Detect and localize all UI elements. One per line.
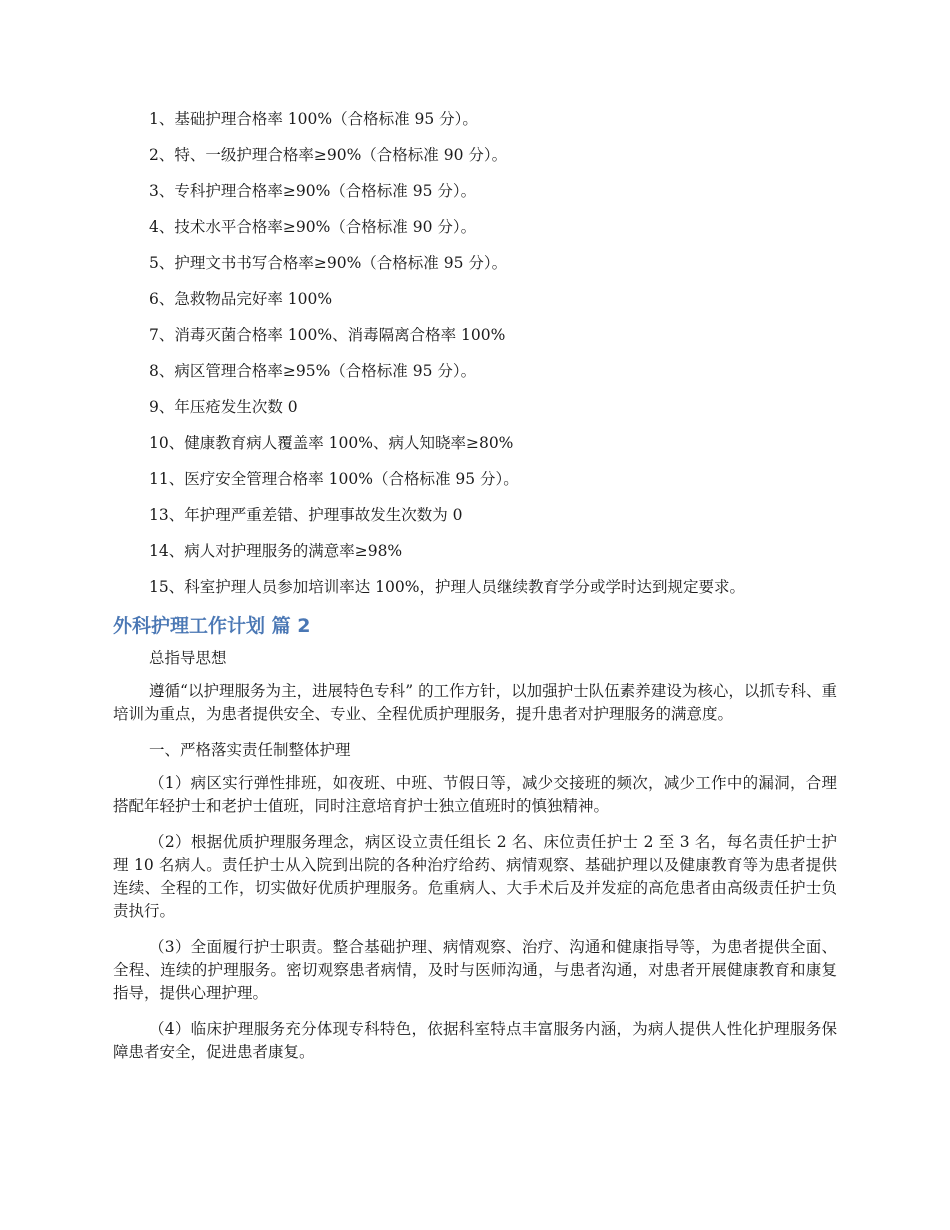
body-paragraph: （1）病区实行弹性排班，如夜班、中班、节假日等，减少交接班的频次，减少工作中的漏洞，合理搭配年轻护士和老护士值班，同时注意培育护士独立值班时的慎独精神。: [113, 774, 837, 815]
document-body: [113, 108, 837, 1077]
subsection-title: 一、严格落实责任制整体护理: [149, 741, 351, 759]
list-item: 5、护理文书书写合格率≥90%（合格标准 95 分）。: [149, 254, 508, 272]
guiding-ideology-title: 总指导思想: [149, 649, 227, 667]
list-item: 6、急救物品完好率 100%: [149, 290, 333, 308]
list-item: 1、基础护理合格率 100%（合格标准 95 分）。: [149, 110, 478, 128]
list-item: 7、消毒灭菌合格率 100%、消毒隔离合格率 100%: [149, 326, 506, 344]
list-item: 14、病人对护理服务的满意率≥98%: [149, 542, 403, 560]
list-item: 8、病区管理合格率≥95%（合格标准 95 分）。: [149, 362, 477, 380]
body-paragraph: （2）根据优质护理服务理念，病区设立责任组长 2 名、床位责任护士 2 至 3 名，每名责任护士护理 10 名病人。责任护士从入院到出院的各种治疗给药、病情观察、基础护理以及健康教育等为患者提供连续、全程的工作，切实做好优质护理服务。危重病人、大手术后及并发症的高危患者由高级责任护士负责执行。: [113, 833, 837, 920]
list-item: 2、特、一级护理合格率≥90%（合格标准 90 分）。: [149, 146, 508, 164]
section-heading: 外科护理工作计划 篇 2: [113, 615, 311, 637]
list-item: 3、专科护理合格率≥90%（合格标准 95 分）。: [149, 182, 477, 200]
list-item: 4、技术水平合格率≥90%（合格标准 90 分）。: [149, 218, 477, 236]
list-item: 13、年护理严重差错、护理事故发生次数为 0: [149, 506, 463, 524]
body-paragraph: （4）临床护理服务充分体现专科特色，依据科室特点丰富服务内涵，为病人提供人性化护理服务保障患者安全，促进患者康复。: [113, 1020, 837, 1061]
list-item: 15、科室护理人员参加培训率达 100%，护理人员继续教育学分或学时达到规定要求。: [149, 578, 745, 596]
guiding-ideology-paragraph: 遵循“以护理服务为主，进展特色专科” 的工作方针，以加强护士队伍素养建设为核心，以抓专科、重培训为重点，为患者提供安全、专业、全程优质护理服务，提升患者对护理服务的满意度。: [113, 682, 837, 723]
list-item: 9、年压疮发生次数 0: [149, 398, 298, 416]
body-paragraph: （3）全面履行护士职责。整合基础护理、病情观察、治疗、沟通和健康指导等，为患者提供全面、全程、连续的护理服务。密切观察患者病情，及时与医师沟通，与患者沟通，对患者开展健康教育和康复指导，提供心理护理。: [113, 938, 837, 1002]
list-item: 11、医疗安全管理合格率 100%（合格标准 95 分）。: [149, 470, 519, 488]
list-item: 10、健康教育病人覆盖率 100%、病人知晓率≥80%: [149, 434, 514, 452]
quality-targets-list: [113, 108, 837, 599]
